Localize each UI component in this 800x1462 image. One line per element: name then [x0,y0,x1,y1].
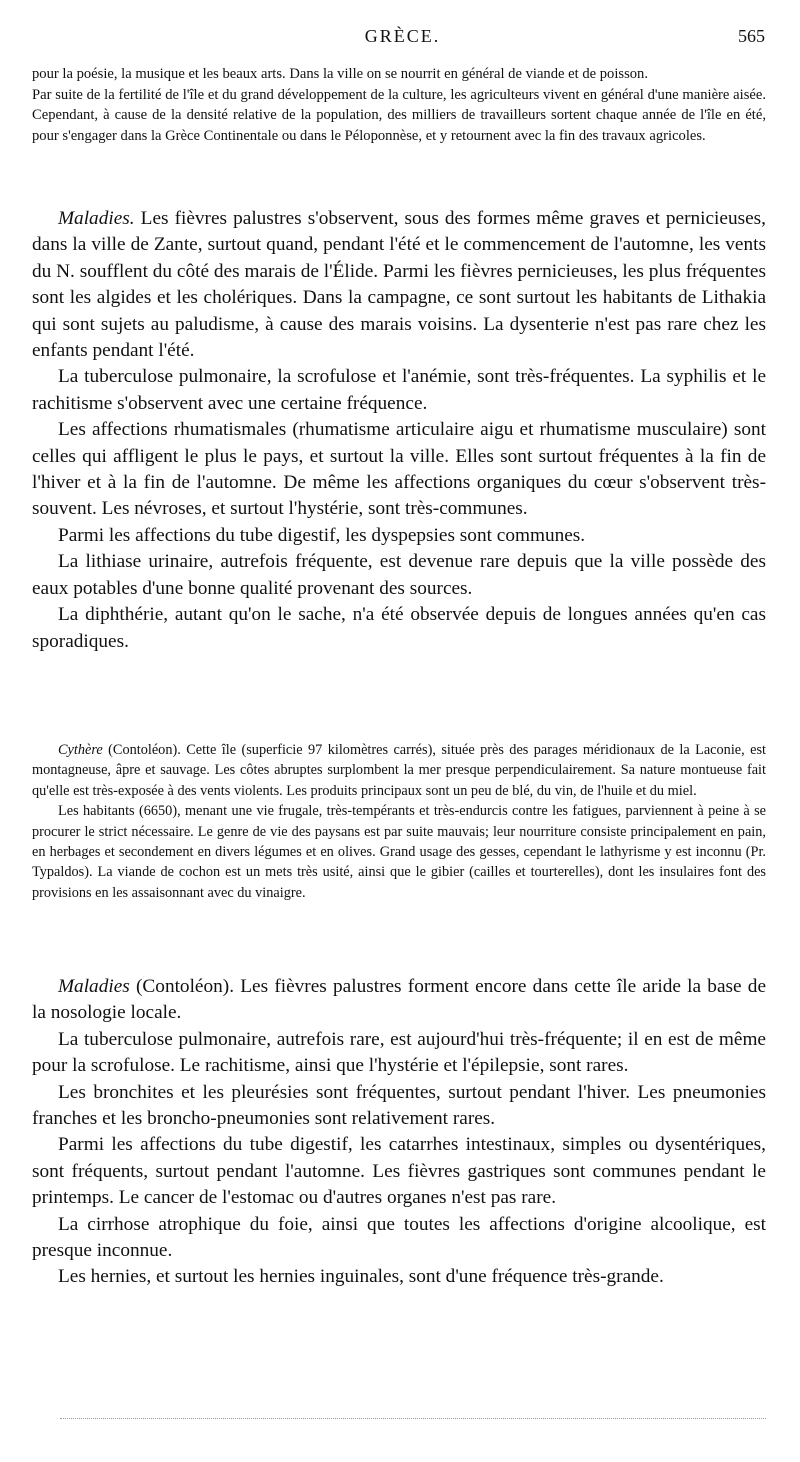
paragraph: Parmi les affections du tube digestif, les dyspepsies sont communes. [58,524,586,546]
paragraph: pour la poésie, la musique et les beaux arts. Dans la ville on se nourrit en général de viande et de poisson. [32,66,649,82]
paragraph: La diphthérie, autant qu'on le sache, n'a été observée depuis de longues années qu'en cas sporadiques. [32,604,766,652]
paragraph: Les habitants (6650), menant une vie frugale, très-tempérants et très-endurcis contre les fatigues, parviennent à peine à se procurer le strict nécessaire. Le genre de vie des paysans est par suite mauvais; leur nourriture consiste principalement en pain, en herbages et secondement en divers légumes et en olives. Grand usage des gesses, cependant le lathyrisme y est inconnu (Pr. Typaldos). La viande de cochon est un mets très usité, ainsi que le gibier (cailles et tourterelles), dont les insulaires font des provisions en les assaisonnant avec du vinaigre. [32,803,766,901]
page-number: 565 [738,26,765,46]
section-lead: Maladies [58,976,130,997]
paragraph: Les bronchites et les pleurésies sont fréquentes, surtout pendant l'hiver. Les pneumonies franches et les broncho-pneumonies sont relativement rares. [32,1081,766,1130]
paragraph [32,206,766,364]
paragraph-text: (Contoléon). Cette île (superficie 97 kilomètres carrés), située près des parages méridionaux de la Laconie, est montagneuse, âpre et sauvage. Les côtes abruptes surplombent la mer presque perpendiculairement. Sa nature montueuse fait qu'elle est très-exposée à des vents violents. Les produits principaux sont un peu de blé, du vin, de l'huile et du miel. [32,742,766,799]
paragraph [32,740,766,801]
section-lead: Cythère [58,742,103,758]
footer-rule [60,1418,766,1419]
paragraph: Par suite de la fertilité de l'île et du grand développement de la culture, les agriculteurs vivent en général d'une manière aisée. Cependant, à cause de la densité relative de la population, des milliers de travailleurs sortent chaque année de l'île en été, pour s'engager dans la Grèce Continentale ou dans le Péloponnèse, et y retournent avec la fin des travaux agricoles. [32,86,766,144]
paragraph: Parmi les affections du tube digestif, les catarrhes intestinaux, simples ou dysentériques, sont fréquents, surtout pendant l'automne. Les fièvres gastriques sont communes pendant le printemps. Le cancer de l'estomac ou d'autres organes n'est pas rare. [32,1134,766,1209]
paragraph: La lithiase urinaire, autrefois fréquente, est devenue rare depuis que la ville possède des eaux potables d'une bonne qualité provenant des sources. [32,551,766,599]
paragraph: Les affections rhumatismales (rhumatisme articulaire aigu et rhumatisme musculaire) sont celles qui affligent le plus le pays, et surtout la ville. Elles sont surtout fréquentes à la fin de l'hiver et à la fin de l'automne. De même les affections organiques du cœur s'observent très-souvent. Les névroses, et surtout l'hystérie, sont très-communes. [32,419,766,520]
section-lead: Maladies. [58,208,135,229]
paragraph: La cirrhose atrophique du foie, ainsi que toutes les affections d'origine alcoolique, est presque inconnue. [32,1213,766,1262]
paragraph: Les hernies, et surtout les hernies inguinales, sont d'une fréquence très-grande. [58,1266,664,1288]
paragraph [32,974,766,1027]
zante-diseases-section [32,206,766,655]
intro-section [32,64,766,146]
page-header [40,26,765,50]
cythera-description-section [32,740,766,903]
paragraph-text: (Contoléon). Les fièvres palustres forment encore dans cette île aride la base de la nosologie locale. [32,976,767,1024]
paragraph: La tuberculose pulmonaire, autrefois rare, est aujourd'hui très-fréquente; il en est de même pour la scrofulose. Le rachitisme, ainsi que l'hystérie et l'épilepsie, sont rares. [32,1028,766,1077]
cythera-diseases-section [32,974,766,1291]
running-title: GRÈCE. [364,26,441,46]
paragraph-text: Les fièvres palustres s'observent, sous des formes même graves et pernicieuses, dans la ville de Zante, surtout quand, pendant l'été et le commencement de l'automne, les vents du N. soufflent du côté des marais de l'Élide. Parmi les fièvres pernicieuses, les plus fréquentes sont les algides et les cholériques. Dans la campagne, ce sont surtout les habitants de Lithakia qui sont sujets au paludisme, à cause des marais voisins. La dysenterie n'est pas rare chez les enfants pendant l'été. [32,208,766,362]
paragraph: La tuberculose pulmonaire, la scrofulose et l'anémie, sont très-fréquentes. La syphilis et le rachitisme s'observent avec une certaine fréquence. [32,366,766,414]
